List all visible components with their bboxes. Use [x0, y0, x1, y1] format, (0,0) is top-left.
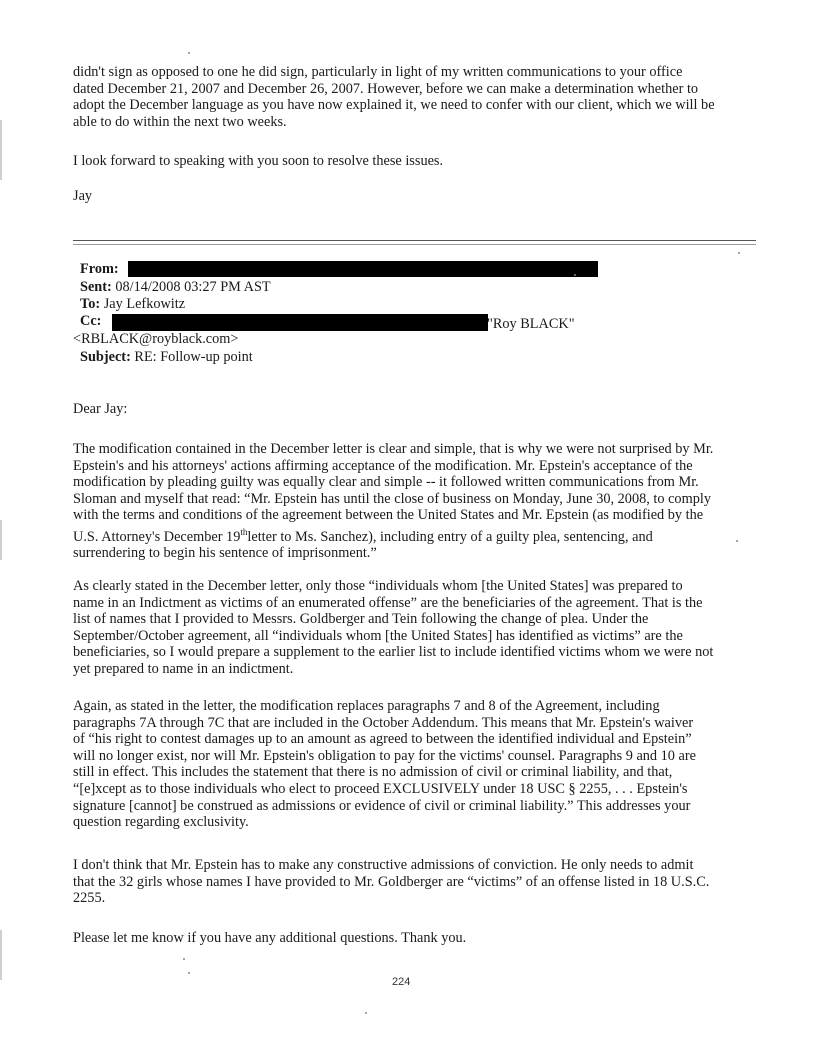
cc-visible-name: "Roy BLACK"	[487, 316, 575, 332]
text-line: “[e]xcept as to those individuals who elect to proceed EXCLUSIVELY under 18 USC § 2255, . . . Epstein's	[73, 780, 688, 797]
scan-edge-mark	[0, 930, 2, 980]
text-line: paragraphs 7A through 7C that are included in the October Addendum. This means that Mr. Epstein's waiver	[73, 714, 694, 731]
divider-rule	[73, 240, 756, 241]
cc-email: <RBLACK@royblack.com>	[73, 331, 239, 347]
body-paragraph-4	[73, 857, 763, 907]
continuation-paragraph	[73, 64, 763, 130]
scan-speck	[188, 972, 190, 974]
scan-speck	[574, 274, 576, 276]
body-paragraph-5: Please let me know if you have any additional questions. Thank you.	[73, 930, 467, 946]
page-number: 224	[392, 976, 411, 988]
body-paragraph-1	[73, 441, 763, 562]
text-line: Epstein's and his attorneys' actions affirming acceptance of the modification. Mr. Epstein's acceptance of the	[73, 457, 693, 474]
text-line: beneficiaries, so I would prepare a supplement to the earlier list to include identified victims whom we were not	[73, 644, 714, 661]
text-line: dated December 21, 2007 and December 26, 2007. However, before we can make a determination whether to	[73, 80, 699, 97]
text-line: with the terms and conditions of the agreement between the United States and Mr. Epstein (as modified by the	[73, 507, 704, 524]
scan-speck	[738, 252, 740, 254]
superscript: th	[240, 526, 248, 537]
text-line: Again, as stated in the letter, the modification replaces paragraphs 7 and 8 of the Agreement, including	[73, 698, 660, 714]
cc-label: Cc:	[80, 313, 102, 329]
body-paragraph-3	[73, 698, 763, 831]
sent-line	[80, 279, 271, 296]
text-line: will no longer exist, nor will Mr. Epstein's obligation to pay for the victims' counsel. Paragraphs 9 and 10 are	[73, 747, 696, 764]
text-line: adopt the December language as you have now explained it, we need to confer with our client, which we will be	[73, 97, 715, 114]
text-line: question regarding exclusivity.	[73, 814, 249, 831]
text-line: name in an Indictment as victims of an enumerated offense” are the beneficiaries of the agreement. That is the	[73, 594, 703, 611]
closing-line: I look forward to speaking with you soon to resolve these issues.	[73, 153, 444, 169]
scan-speck	[183, 958, 185, 960]
subject-line	[80, 349, 253, 366]
text-fragment: letter to Ms. Sanchez), including entry of a guilty plea, sentencing, and	[247, 528, 653, 545]
text-line: As clearly stated in the December letter, only those “individuals whom [the United States] was prepared to	[73, 578, 683, 594]
to-label: To:	[80, 296, 101, 312]
to-line	[80, 296, 185, 313]
text-line: still in effect. This includes the statement that there is no admission of civil or criminal liability, and that,	[73, 764, 673, 781]
sent-value: 08/14/2008 03:27 PM AST	[115, 279, 271, 295]
scan-speck	[736, 540, 738, 542]
scan-edge-mark	[0, 120, 2, 180]
text-line: able to do within the next two weeks.	[73, 113, 287, 130]
text-line: The modification contained in the December letter is clear and simple, that is why we were not surprised by Mr.	[73, 441, 714, 457]
scan-speck	[365, 1012, 367, 1014]
text-line: that the 32 girls whose names I have provided to Mr. Goldberger are “victims” of an offense listed in 18 U.S.C.	[73, 873, 710, 890]
text-line: yet prepared to name in an indictment.	[73, 660, 294, 677]
text-line: didn't sign as opposed to one he did sign, particularly in light of my written communications to your office	[73, 64, 683, 80]
text-line: of “his right to contest damages up to an amount as agreed to between the identified individual and Epstein”	[73, 731, 692, 748]
text-line: signature [cannot] be construed as admissions or evidence of civil or criminal liability.” This addresses your	[73, 797, 691, 814]
text-line: 2255.	[73, 890, 106, 907]
text-line: modification by pleading guilty was equally clear and simple -- it followed written communications from Mr.	[73, 474, 699, 491]
to-value: Jay Lefkowitz	[103, 296, 186, 312]
text-line: September/October agreement, all “individuals whom [the United States] has identified as victims” are the	[73, 627, 683, 644]
from-label: From:	[80, 261, 119, 277]
text-fragment: U.S. Attorney's December 19	[73, 528, 241, 545]
subject-label: Subject:	[80, 349, 131, 365]
scan-speck	[188, 52, 190, 54]
text-line: I don't think that Mr. Epstein has to make any constructive admissions of conviction. He only needs to admit	[73, 857, 694, 873]
text-line: Sloman and myself that read: “Mr. Epstein has until the close of business on Monday, June 30, 2008, to comply	[73, 490, 711, 507]
body-paragraph-2	[73, 578, 763, 678]
divider-rule-secondary	[73, 244, 756, 245]
salutation: Dear Jay:	[73, 401, 128, 417]
signoff: Jay	[73, 188, 93, 204]
text-line: surrendering to begin his sentence of imprisonment.”	[73, 545, 377, 562]
scan-edge-mark	[0, 520, 2, 560]
redaction-bar-cc	[112, 314, 488, 331]
text-line: list of names that I provided to Messrs. Goldberger and Tein following the change of plea. Under the	[73, 611, 649, 628]
sent-label: Sent:	[80, 279, 112, 295]
subject-value: RE: Follow-up point	[134, 349, 253, 365]
text-line	[73, 524, 763, 545]
redaction-bar-from	[128, 261, 598, 277]
